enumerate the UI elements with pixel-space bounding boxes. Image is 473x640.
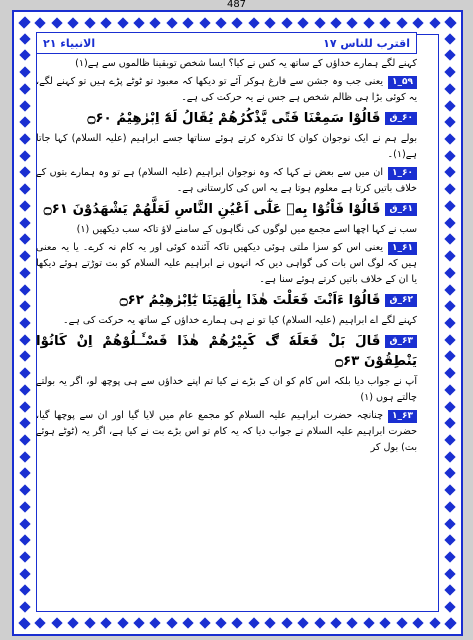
border-diamond	[444, 401, 455, 412]
border-diamond	[19, 351, 30, 362]
border-diamond	[19, 518, 30, 529]
border-diamond	[19, 484, 30, 495]
border-diamond	[429, 17, 440, 28]
border-diamond	[19, 234, 30, 245]
border-diamond	[19, 167, 30, 178]
border-diamond	[19, 434, 30, 445]
border-diamond	[19, 100, 30, 111]
page-header	[36, 32, 417, 54]
border-diamond	[68, 17, 79, 28]
border-diamond	[232, 17, 243, 28]
verse-line	[36, 291, 417, 311]
border-diamond	[444, 334, 455, 345]
verse-line	[36, 109, 417, 129]
border-diamond	[444, 250, 455, 261]
surah-label: الانبیاء ۲۱	[43, 36, 96, 50]
border-diamond	[444, 50, 455, 61]
border-ornament-bottom	[20, 616, 455, 630]
border-diamond	[444, 568, 455, 579]
border-diamond	[412, 617, 423, 628]
border-diamond	[444, 585, 455, 596]
border-diamond	[84, 17, 95, 28]
border-diamond	[396, 617, 407, 628]
border-diamond	[444, 16, 455, 27]
paragraph-text: ان میں سے بعض نے کہا کہ وہ نوجوان ابراہیم (علیہ السلام) ہے تو وہ ہمارے بتوں کے خلاف باتیں کرتا ہے معلوم ہوتا ہے یہ اس کی کارستانی ہے۔	[36, 167, 417, 194]
translation-paragraph	[36, 56, 417, 72]
verse-number-badge: ۶۳_ق	[385, 335, 417, 348]
paragraph-text: یعنی اس کو سزا ملتی ہوئی دیکھیں تاکہ آئندہ کوئی اور یہ کام نہ کرے۔ یا یہ معنی ہیں کہ لوگ اس بات کی گواہی دیں کہ انہوں نے ابراہیم علیہ السلام کو بت توڑتے ہوئے دیکھا یا ان کے خلاف باتیں کرتے ہوئے سنا ہے۔	[36, 242, 417, 285]
border-diamond	[150, 617, 161, 628]
border-diamond	[444, 418, 455, 429]
border-diamond	[166, 617, 177, 628]
paragraph-text: یعنی جب وہ جشن سے فارغ ہوکر آئے تو دیکھا کہ معبود تو ٹوٹے پڑے ہیں تو کہنے لگے، یہ کوئی بڑا ہی ظالم شخص ہے جس نے یہ حرکت کی ہے۔	[36, 76, 417, 103]
translation-paragraph	[36, 313, 417, 329]
border-diamond	[444, 200, 455, 211]
border-diamond	[444, 133, 455, 144]
juz-label: اقترب للناس ۱۷	[323, 36, 410, 50]
border-diamond	[19, 66, 30, 77]
border-diamond	[19, 501, 30, 512]
border-diamond	[330, 617, 341, 628]
border-diamond	[314, 617, 325, 628]
border-diamond	[133, 17, 144, 28]
border-diamond	[19, 451, 30, 462]
border-diamond	[51, 617, 62, 628]
border-diamond	[444, 367, 455, 378]
border-diamond	[19, 418, 30, 429]
border-diamond	[183, 17, 194, 28]
border-diamond	[19, 301, 30, 312]
border-diamond	[19, 284, 30, 295]
verse-text: قَالُوْٓا ءَاَنْتَ فَعَلْتَ هٰذَا بِاٰلِهَتِنَا يٰٓاِبْرٰهِيْمُ ۝۶۲	[119, 293, 381, 308]
border-diamond	[19, 267, 30, 278]
border-diamond	[19, 601, 30, 612]
footnote-paragraph	[36, 408, 417, 456]
border-diamond	[19, 50, 30, 61]
border-diamond	[166, 17, 177, 28]
border-diamond	[380, 617, 391, 628]
footnote-paragraph	[36, 240, 417, 288]
paragraph-text: بولے ہم نے ایک نوجوان کوان کا تذکرہ کرتے ہوئے سناتھا جسے ابراہیم (علیہ السلام) کہا جاتا ہے(۱)۔	[36, 133, 417, 160]
border-diamond	[444, 100, 455, 111]
border-diamond	[314, 17, 325, 28]
border-diamond	[68, 617, 79, 628]
border-diamond	[183, 617, 194, 628]
verse-line	[36, 332, 417, 372]
border-diamond	[444, 66, 455, 77]
border-diamond	[35, 17, 46, 28]
footnote-number-badge: ۵۹_۱	[388, 76, 417, 89]
paragraph-text: آپ نے جواب دیا بلکہ اس کام کو ان کے بڑے نے کیا تم اپنے خداؤں سے ہی پوچھ لو، اگر یہ بولتے چالتے ہوں (۱)	[36, 376, 417, 403]
border-diamond	[51, 17, 62, 28]
border-diamond	[19, 401, 30, 412]
border-diamond	[281, 617, 292, 628]
border-diamond	[444, 484, 455, 495]
verse-text: قَالَ بَلْ فَعَلَهٗ ڰ كَبِيْرُهُمْ هٰذَا فَسْـَٔـلُوْهُمْ اِنْ كَانُوْا يَنْطِقُوْنَ ۝۶۳	[36, 334, 417, 369]
border-diamond	[363, 17, 374, 28]
border-diamond	[150, 17, 161, 28]
page-number: 487	[226, 0, 247, 10]
footnote-number-badge: ۶۱_۱	[388, 242, 417, 255]
footnote-paragraph	[36, 165, 417, 197]
border-diamond	[19, 551, 30, 562]
border-diamond	[444, 33, 455, 44]
border-diamond	[444, 618, 455, 629]
border-diamond	[444, 301, 455, 312]
border-diamond	[19, 585, 30, 596]
paragraph-text: سب نے کہا اچھا اسے مجمع میں لوگوں کی نگاہوں کے سامنے لاؤ تاکہ سب دیکھیں (۱)	[76, 224, 417, 235]
border-diamond	[19, 184, 30, 195]
border-diamond	[19, 217, 30, 228]
border-diamond	[444, 267, 455, 278]
footnote-paragraph	[36, 74, 417, 106]
border-diamond	[19, 334, 30, 345]
border-diamond	[199, 617, 210, 628]
verse-line	[36, 200, 417, 220]
border-diamond	[117, 617, 128, 628]
border-diamond	[19, 468, 30, 479]
border-diamond	[117, 17, 128, 28]
border-diamond	[248, 617, 259, 628]
border-diamond	[35, 617, 46, 628]
border-diamond	[19, 200, 30, 211]
border-diamond	[363, 617, 374, 628]
border-diamond	[444, 217, 455, 228]
border-diamond	[215, 17, 226, 28]
border-diamond	[444, 150, 455, 161]
verse-text: قَالُوْا سَمِعْنَا فَتًى يَّذْكُرُهُمْ يُقَالُ لَهٗٓ اِبْرٰهِيْمُ ۝۶۰	[87, 111, 381, 126]
border-diamond	[298, 617, 309, 628]
paragraph-text: کہنے لگے ہمارے خداؤں کے ساتھ یہ کس نے کیا؟ ایسا شخص توبقینا ظالموں سے ہے(۱)	[75, 58, 417, 69]
border-diamond	[199, 17, 210, 28]
border-diamond	[19, 568, 30, 579]
border-diamond	[215, 617, 226, 628]
border-diamond	[232, 617, 243, 628]
paragraph-text: کہنے لگے اے ابراہیم (علیہ السلام) کیا تو نے ہی ہمارے خداؤں کے ساتھ یہ حرکت کی ہے۔	[63, 315, 417, 326]
border-diamond	[444, 501, 455, 512]
border-ornament-left	[18, 18, 32, 628]
border-diamond	[444, 234, 455, 245]
border-diamond	[19, 117, 30, 128]
border-diamond	[133, 617, 144, 628]
border-diamond	[444, 451, 455, 462]
border-diamond	[444, 351, 455, 362]
paragraph-text: چنانچہ حضرت ابراہیم علیہ السلام کو مجمع عام میں لایا گیا اور ان سے پوچھا گیا، حضرت ابراہیم علیہ السلام نے جواب دیا کہ یہ کام تو اس بڑے بت نے کیا ہے، اگر یہ (ٹوٹے ہوئے بت) بول کر	[36, 410, 417, 453]
border-diamond	[19, 317, 30, 328]
border-diamond	[19, 150, 30, 161]
border-diamond	[444, 83, 455, 94]
border-diamond	[444, 184, 455, 195]
border-diamond	[100, 17, 111, 28]
border-diamond	[444, 167, 455, 178]
border-diamond	[281, 17, 292, 28]
border-diamond	[19, 367, 30, 378]
border-diamond	[19, 618, 30, 629]
border-diamond	[19, 16, 30, 27]
verse-number-badge: ۶۰_ق	[385, 112, 417, 125]
border-diamond	[380, 17, 391, 28]
border-diamond	[19, 83, 30, 94]
border-diamond	[444, 117, 455, 128]
sections-container	[36, 56, 417, 456]
border-diamond	[19, 384, 30, 395]
border-ornament-right	[443, 18, 457, 628]
border-diamond	[444, 468, 455, 479]
border-diamond	[444, 535, 455, 546]
border-diamond	[347, 617, 358, 628]
border-diamond	[444, 601, 455, 612]
border-diamond	[444, 551, 455, 562]
verse-number-badge: ۶۲_ق	[385, 294, 417, 307]
translation-paragraph	[36, 131, 417, 163]
translation-paragraph	[36, 374, 417, 406]
border-diamond	[298, 17, 309, 28]
border-diamond	[444, 434, 455, 445]
border-diamond	[19, 33, 30, 44]
border-diamond	[444, 384, 455, 395]
border-diamond	[429, 617, 440, 628]
border-diamond	[347, 17, 358, 28]
border-ornament-top	[20, 16, 455, 30]
border-diamond	[248, 17, 259, 28]
border-diamond	[444, 317, 455, 328]
page-content	[36, 32, 417, 592]
border-diamond	[412, 17, 423, 28]
border-diamond	[19, 133, 30, 144]
verse-text: قَالُوْا فَاْتُوْا بِهٖ عَلٰٓى اَعْيُنِ النَّاسِ لَعَلَّهُمْ يَشْهَدُوْنَ ۝۶۱	[43, 202, 381, 217]
border-diamond	[444, 284, 455, 295]
border-diamond	[84, 617, 95, 628]
border-diamond	[19, 250, 30, 261]
border-diamond	[19, 535, 30, 546]
border-diamond	[396, 17, 407, 28]
border-diamond	[444, 518, 455, 529]
border-diamond	[265, 17, 276, 28]
border-diamond	[330, 17, 341, 28]
footnote-number-badge: ۶۳_۱	[388, 410, 417, 423]
footnote-number-badge: ۶۰_۱	[388, 167, 417, 180]
border-diamond	[265, 617, 276, 628]
translation-paragraph	[36, 222, 417, 238]
border-diamond	[100, 617, 111, 628]
verse-number-badge: ۶۱_ق	[385, 203, 417, 216]
